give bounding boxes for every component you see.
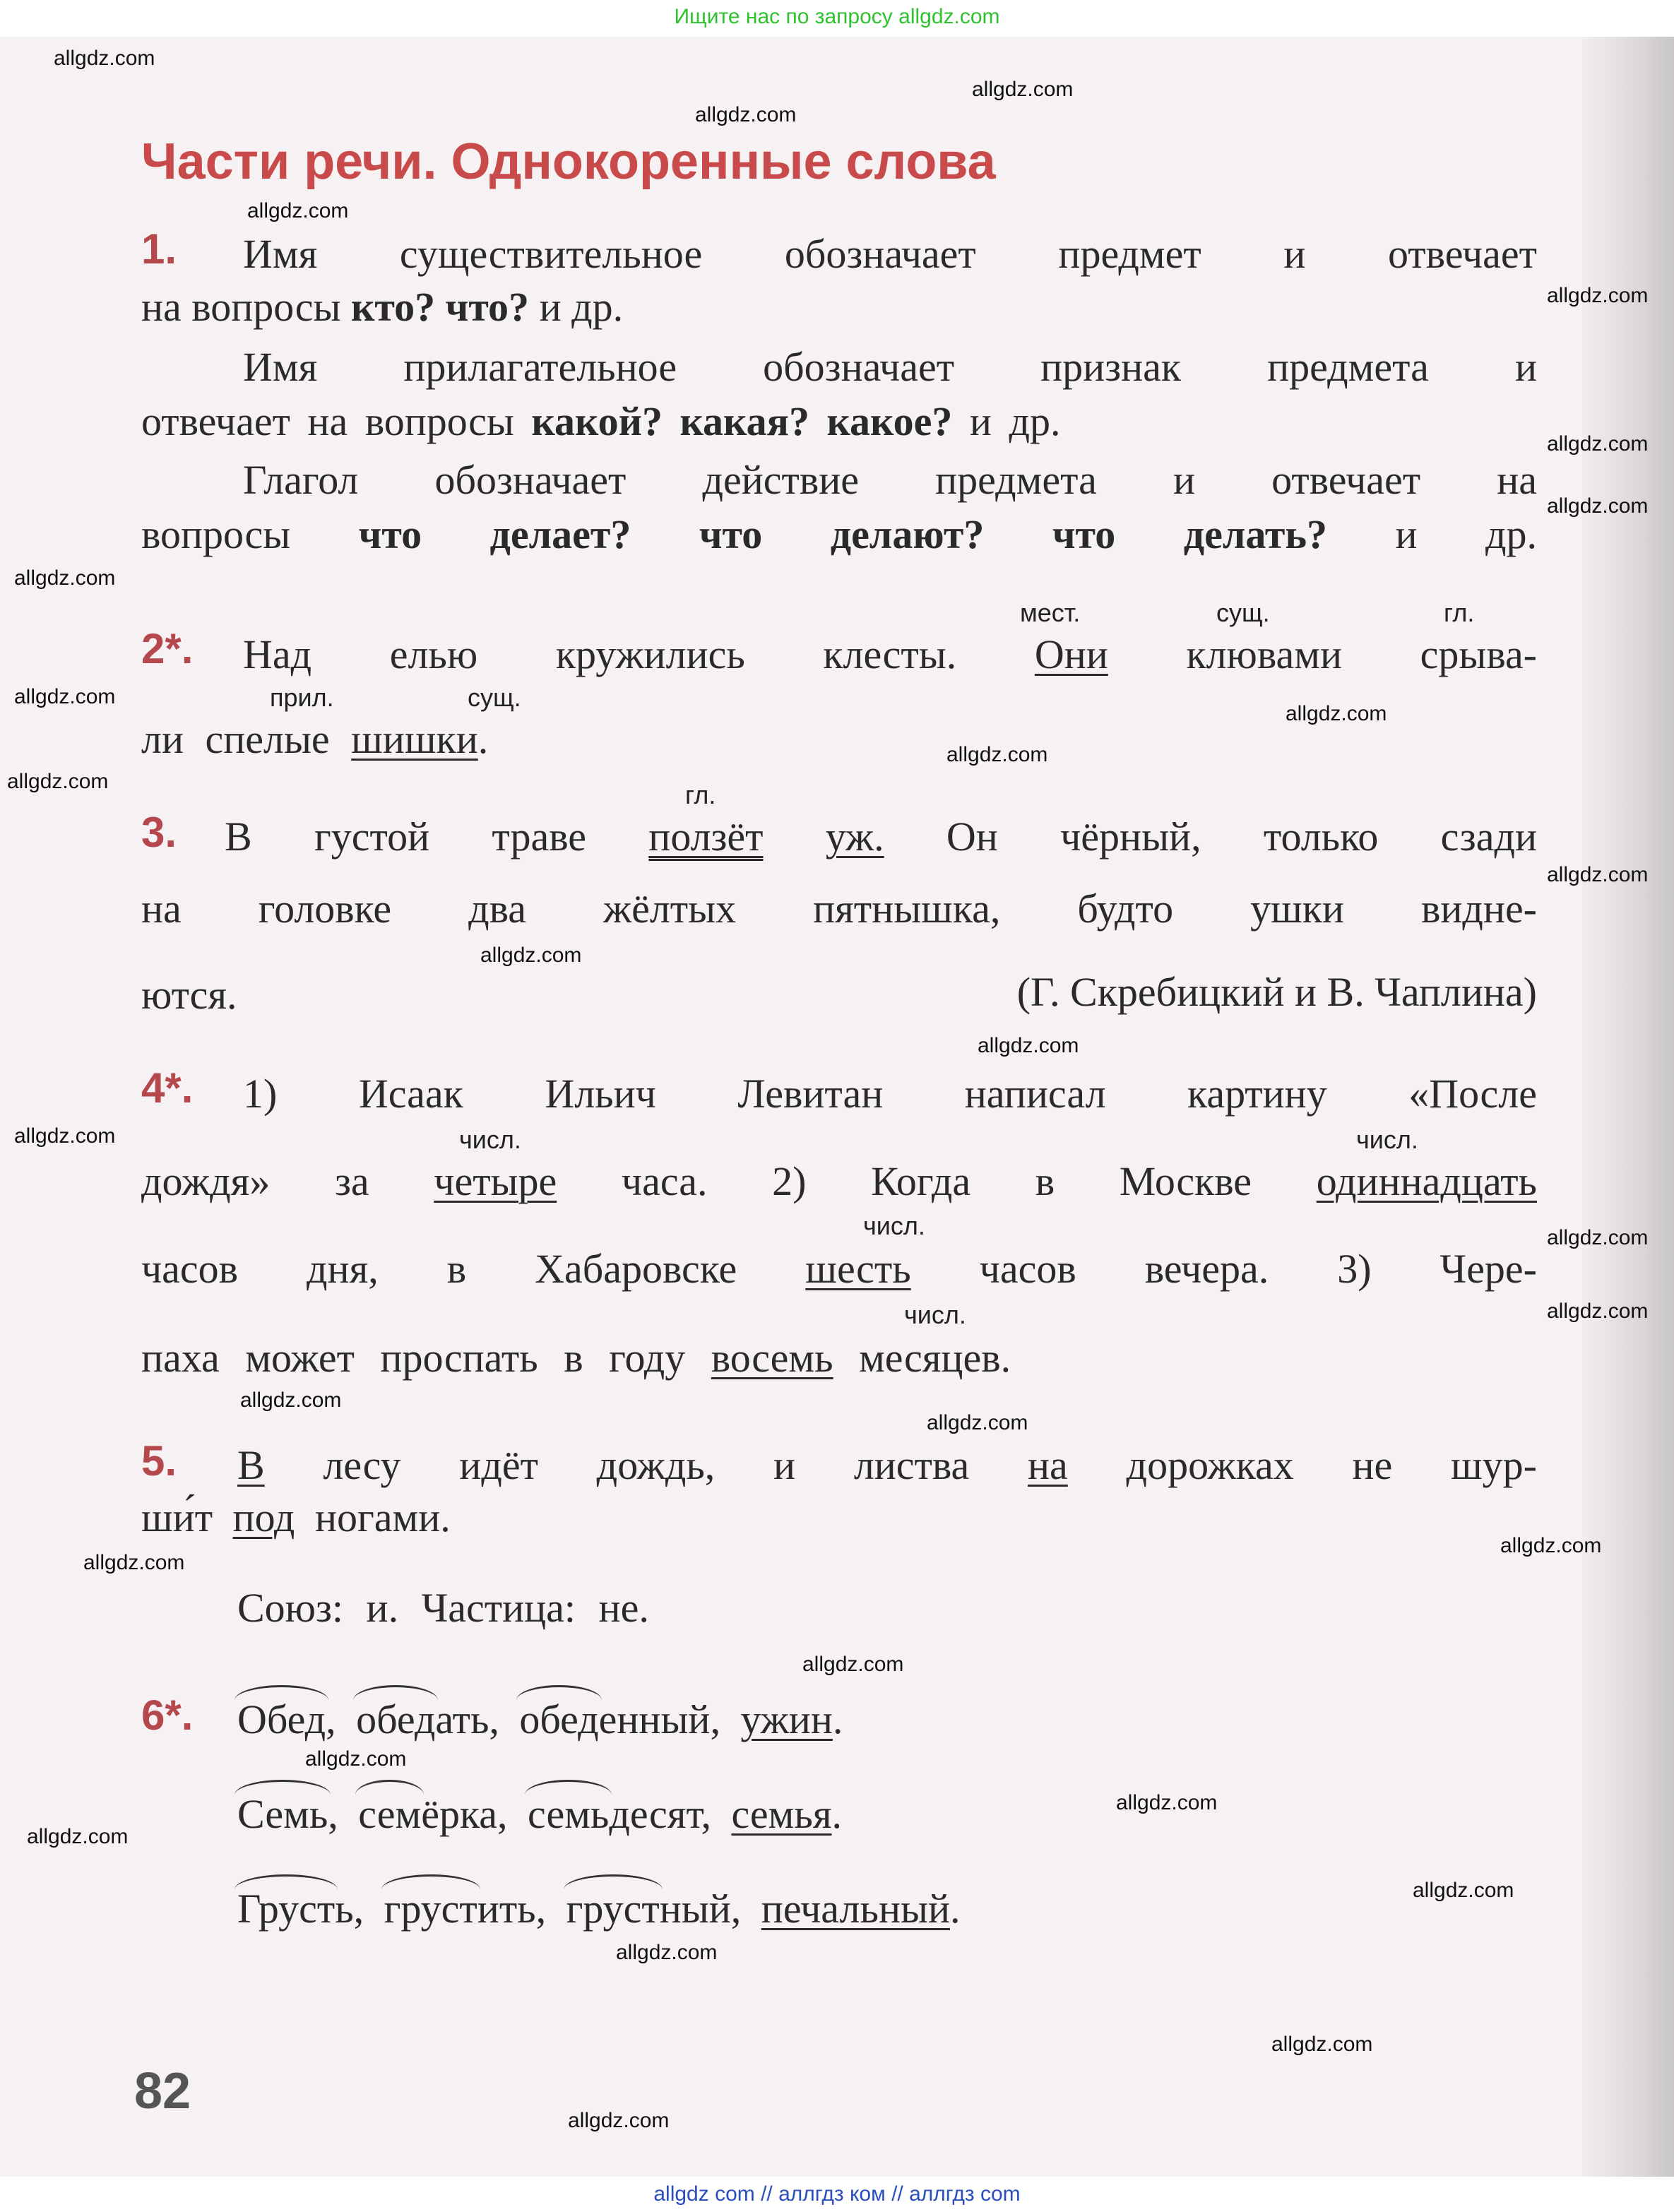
ex4-line [141, 1333, 1011, 1383]
page-title: Части речи. Однокоренные слова [141, 133, 996, 190]
text: . [477, 716, 489, 762]
text: дождя» за [141, 1158, 434, 1204]
page-number: 82 [134, 2063, 191, 2119]
underlined-word: Они [1034, 631, 1108, 677]
text: клювами срыва- [1108, 631, 1537, 677]
annotation: гл. [1444, 598, 1475, 627]
double-underlined-word: ползёт [648, 814, 764, 860]
word-root-arc: Груст [237, 1884, 335, 1934]
text: часов вечера. 3) Чере- [910, 1246, 1537, 1292]
text: ить, [477, 1886, 547, 1932]
ex5-line [237, 1441, 1537, 1490]
ex6-row: Грусть, грустить, грустный, печальный. [237, 1884, 961, 1934]
watermark: allgdz.com [695, 103, 797, 126]
word-root-arc: сем [358, 1790, 421, 1839]
word-root-arc: обед [356, 1695, 435, 1744]
ex2-line [243, 630, 1537, 679]
text: часа. 2) Когда в Москве [557, 1158, 1317, 1204]
ex1-line [141, 397, 1060, 446]
ex3-line: ются. [141, 972, 237, 1018]
ex4-line: 1) Исаак Ильич Левитан написал картину «После [243, 1071, 1537, 1117]
watermark: allgdz.com [616, 1941, 718, 1964]
underlined-word: восемь [711, 1335, 833, 1381]
text: ёрка, [421, 1791, 508, 1837]
text: енный, [598, 1696, 720, 1742]
watermark: allgdz.com [480, 944, 582, 967]
text: , [328, 1791, 338, 1837]
ex2-line [141, 715, 488, 764]
text: ли спелые [141, 716, 352, 762]
exercise-4-number: 4*. [141, 1064, 194, 1112]
watermark: allgdz.com [83, 1551, 185, 1574]
word-root-arc: груст [566, 1884, 660, 1934]
text: ши́т [141, 1494, 233, 1540]
text: часов дня, в Хабаровске [141, 1246, 806, 1292]
text: и др. [529, 284, 624, 330]
text: десят, [609, 1791, 711, 1837]
annotation: числ. [863, 1211, 925, 1240]
text: лесу идёт дождь, и листва [264, 1442, 1028, 1488]
exercise-2-number: 2*. [141, 625, 194, 672]
text: месяцев. [833, 1335, 1011, 1381]
underlined-word: шишки [351, 716, 478, 762]
odd-word: семья [731, 1791, 832, 1837]
text: В густой траве [225, 814, 649, 860]
watermark: allgdz.com [1286, 702, 1387, 725]
text: Над елью кружились клесты. [243, 631, 1035, 677]
watermark: allgdz.com [1547, 284, 1649, 307]
odd-word: печальный [761, 1886, 950, 1932]
underlined-word: В [237, 1442, 265, 1488]
underlined-word: одиннадцать [1316, 1158, 1537, 1204]
ex1-line: Имя существительное обозначает предмет и отвечает [243, 231, 1537, 277]
ex3-line [225, 812, 1537, 862]
annotation: числ. [459, 1125, 521, 1154]
annotation: сущ. [1216, 598, 1270, 627]
ex5-line [141, 1493, 451, 1542]
underlined-word: на [1028, 1442, 1068, 1488]
search-hint[interactable]: Ищите нас по запросу allgdz.com [674, 5, 1000, 28]
text: паха может проспать в году [141, 1335, 711, 1381]
exercise-6-number: 6*. [141, 1691, 194, 1739]
watermark: allgdz.com [14, 566, 116, 590]
underlined-word: под [232, 1494, 295, 1540]
watermark: allgdz.com [1547, 863, 1649, 886]
ex4-line [141, 1157, 1537, 1206]
watermark: allgdz.com [27, 1825, 129, 1848]
watermark: allgdz.com [568, 2109, 670, 2132]
watermark: allgdz.com [1413, 1879, 1514, 1902]
exercise-1-number: 1. [141, 225, 177, 273]
annotation: сущ. [468, 683, 521, 712]
watermark: allgdz.com [1547, 494, 1649, 518]
text: и др. [952, 398, 1061, 444]
watermark: allgdz.com [1116, 1791, 1218, 1814]
word-root-arc: семь [528, 1790, 609, 1839]
ex1-line: Имя прилагательное обозначает признак предмета и [243, 344, 1537, 390]
footer-links[interactable]: allgdz com // аллгдз ком // аллгдз com [653, 2182, 1021, 2206]
text: Он чёрный, только сзади [884, 814, 1537, 860]
word-root-arc: груст [384, 1884, 477, 1934]
ex6-row: Семь, семёрка, семьдесят, семья. [237, 1790, 842, 1839]
ex3-line: на головке два жёлтых пятнышка, будто ушки видне- [141, 886, 1537, 932]
word-root-arc: Семь [237, 1790, 328, 1839]
watermark: allgdz.com [1271, 2033, 1373, 2056]
text: дорожках не шур- [1067, 1442, 1537, 1488]
watermark: allgdz.com [972, 78, 1074, 101]
bold-questions: что делает? что делают? что делать? [358, 511, 1328, 557]
watermark: allgdz.com [14, 1124, 116, 1148]
bold-questions: кто? что? [350, 284, 530, 330]
bold-questions: какой? какая? какое? [531, 398, 953, 444]
watermark: allgdz.com [802, 1653, 904, 1676]
text: ный, [659, 1886, 742, 1932]
ex1-line: Глагол обозначает действие предмета и отвечает на [243, 457, 1537, 503]
watermark: allgdz.com [1547, 1226, 1649, 1249]
word-root-arc: Обед [237, 1695, 326, 1744]
annotation: числ. [1356, 1125, 1418, 1154]
watermark: allgdz.com [927, 1411, 1028, 1434]
word-root-arc: обед [519, 1695, 598, 1744]
odd-word: ужин [740, 1696, 833, 1742]
author-attribution: (Г. Скребицкий и В. Чаплина) [1016, 969, 1537, 1015]
watermark: allgdz.com [1547, 432, 1649, 456]
underlined-word: четыре [434, 1158, 557, 1204]
page-edge-shadow [1582, 37, 1674, 2177]
watermark: allgdz.com [978, 1034, 1079, 1057]
ex1-line [141, 510, 1537, 559]
watermark: allgdz.com [1500, 1534, 1602, 1557]
watermark: allgdz.com [946, 743, 1048, 766]
watermark: allgdz.com [305, 1747, 407, 1771]
annotation: прил. [270, 683, 334, 712]
text: ь, [335, 1886, 364, 1932]
text: , [326, 1696, 336, 1742]
text: и др. [1327, 511, 1537, 557]
underlined-word: шесть [805, 1246, 911, 1292]
underlined-word: уж. [825, 814, 884, 860]
watermark: allgdz.com [247, 199, 349, 222]
ex4-line [141, 1244, 1537, 1294]
watermark: allgdz.com [1547, 1300, 1649, 1323]
watermark: allgdz.com [54, 47, 155, 70]
watermark: allgdz.com [7, 770, 109, 793]
text [764, 814, 826, 860]
annotation: числ. [904, 1300, 966, 1329]
text: отвечает на вопросы [141, 398, 532, 444]
watermark: allgdz.com [240, 1389, 342, 1412]
annotation: мест. [1020, 598, 1081, 627]
text: ногами. [295, 1494, 451, 1540]
exercise-3-number: 3. [141, 809, 177, 856]
text: ать, [435, 1696, 499, 1742]
top-banner [0, 0, 1674, 37]
annotation: гл. [685, 780, 716, 809]
exercise-5-number: 5. [141, 1437, 177, 1485]
ex6-row: Обед, обедать, обеденный, ужин. [237, 1695, 843, 1744]
text: на вопросы [141, 284, 351, 330]
watermark: allgdz.com [14, 685, 116, 708]
ex5-answer: Союз: и. Частица: не. [237, 1585, 649, 1631]
bottom-banner [0, 2177, 1674, 2212]
ex1-line [141, 283, 623, 332]
text: вопросы [141, 511, 359, 557]
